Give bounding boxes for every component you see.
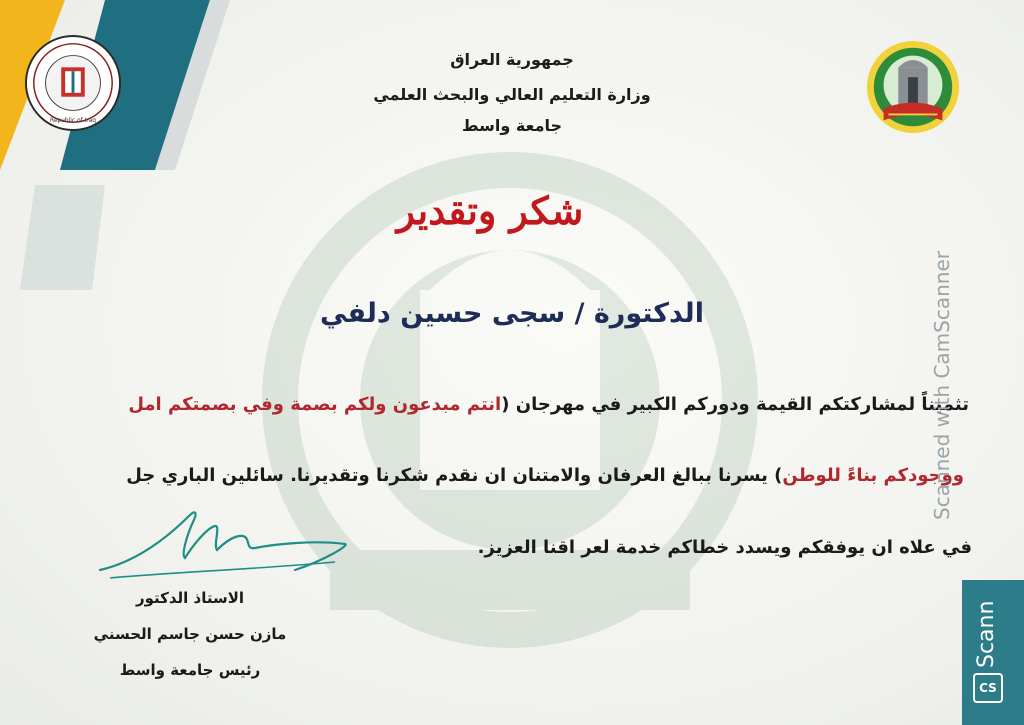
- camscanner-badge-icon: CS: [973, 673, 1003, 703]
- scanner-watermark-text: Scanned with CamScanner: [930, 251, 954, 520]
- body-line-1: [128, 394, 969, 415]
- signatory-name: مازن حسن جاسم الحسني: [93, 625, 287, 643]
- signatory-block: [60, 580, 320, 688]
- svg-text:Republic of Iraq: Republic of Iraq: [50, 118, 96, 125]
- header-country: جمهورية العراق: [450, 50, 574, 69]
- header-ministry: وزارة التعليم العالي والبحث العلمي: [373, 85, 651, 104]
- recipient-name: الدكتورة / سجى حسين دلفي: [320, 298, 704, 329]
- body-line-2-text: ) يسرنا ببالغ العرفان والامتنان ان نقدم شكرنا وتقديرنا. سائلين الباري جل: [126, 465, 783, 486]
- header-university: جامعة واسط: [461, 116, 563, 135]
- scanner-tab-label: Scann: [974, 600, 999, 668]
- body-line-3: في علاه ان يوفقكم ويسدد خطاكم خدمة لعر اقنا العزيز.: [477, 537, 972, 558]
- festival-name-part2: ووجودكم بناءً للوطن: [782, 465, 964, 486]
- body-line-1-text: تثميناً لمشاركتكم القيمة ودوركم الكبير في مهرجان (: [501, 394, 969, 415]
- festival-name-part1: انتم مبدعون ولكم بصمة وفي بصمتكم امل: [128, 394, 502, 415]
- signatory-position: رئيس جامعة واسط: [119, 661, 261, 679]
- handwritten-signature: [95, 500, 355, 590]
- certificate-title: شكر وتقدير: [396, 188, 584, 233]
- body-line-2: [126, 465, 964, 486]
- signatory-title: الاستاذ الدكتور: [135, 589, 245, 607]
